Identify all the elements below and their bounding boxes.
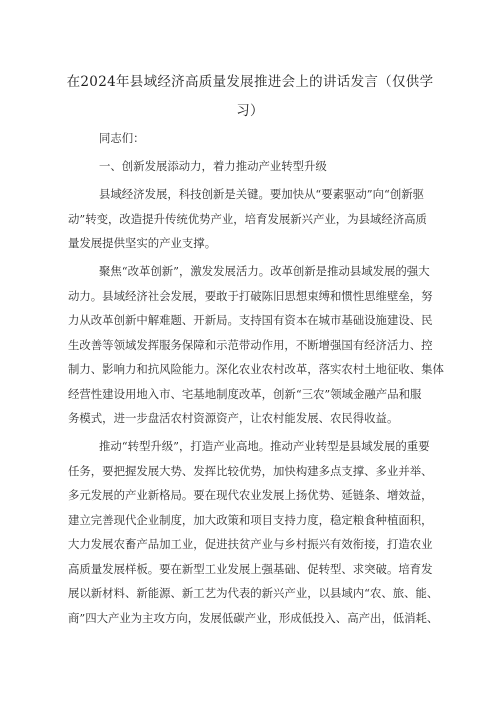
greeting: 同志们：: [99, 131, 145, 145]
paragraph-line: 推动“转型升级”，打造产业高地。推动产业转型是县域发展的重要: [99, 439, 430, 453]
paragraph-line: 生改善等领域发挥服务保障和示范带动作用，不断增强国有经济活力、控: [68, 338, 433, 352]
paragraph-line: 力从改革创新中解难题、开新局。支持国有资本在城市基础设施建设、民: [68, 313, 433, 327]
paragraph-line: 多元发展的产业新格局。要在现代农业发展上扬优势、延链条、增效益，: [68, 488, 433, 502]
section-heading: 一、创新发展添动力，着力推动产业转型升级: [99, 159, 327, 173]
paragraph-line: 大力发展农畜产品加工业，促进扶贫产业与乡村振兴有效衔接，打造农业: [68, 537, 433, 551]
paragraph-line: 经营性建设用地入市、宅基地制度改革，创新“三农”领域金融产品和服: [68, 387, 422, 401]
paragraph-line: 高质量发展样板。要在新型工业发展上强基础、促转型、求突破。培育发: [68, 562, 433, 576]
paragraph-line: 量发展提供坚实的产业支撑。: [68, 236, 217, 250]
paragraph-line: 展以新材料、新能源、新工艺为代表的新兴产业，以县域内“农、旅、能、: [68, 586, 439, 600]
paragraph-line: 建立完善现代企业制度，加大政策和项目支持力度，稳定粮食种植面积，: [68, 513, 433, 527]
paragraph-line: 任务，要把握发展大势、发挥比较优势，加快构建多点支撑、多业并举、: [68, 464, 433, 478]
document-title: 在2024年县域经济高质量发展推进会上的讲话发言（仅供学: [66, 74, 434, 90]
paragraph-line: 动”转变，改造提升传统优势产业，培育发展新兴产业，为县域经济高质: [68, 212, 427, 226]
paragraph-line: 县域经济发展，科技创新是关键。要加快从“要素驱动”向“创新驱: [99, 187, 425, 201]
paragraph-line: 商”四大产业为主攻方向，发展低碳产业，形成低投入、高产出，低消耗、: [68, 611, 439, 625]
paragraph-line: 动力。县域经济社会发展，要敢于打破陈旧思想束缚和惯性思维壁垒，努: [68, 289, 433, 303]
paragraph-line: 制力、影响力和抗风险能力。深化农业农村改革，落实农村土地征收、集体: [68, 362, 444, 376]
document-title-continued: 习）: [236, 103, 264, 119]
paragraph-line: 聚焦“改革创新”，激发发展活力。改革创新是推动县域发展的强大: [99, 264, 430, 278]
paragraph-line: 务模式，进一步盘活农村资源资产，让农村能发展、农民得收益。: [68, 411, 399, 425]
